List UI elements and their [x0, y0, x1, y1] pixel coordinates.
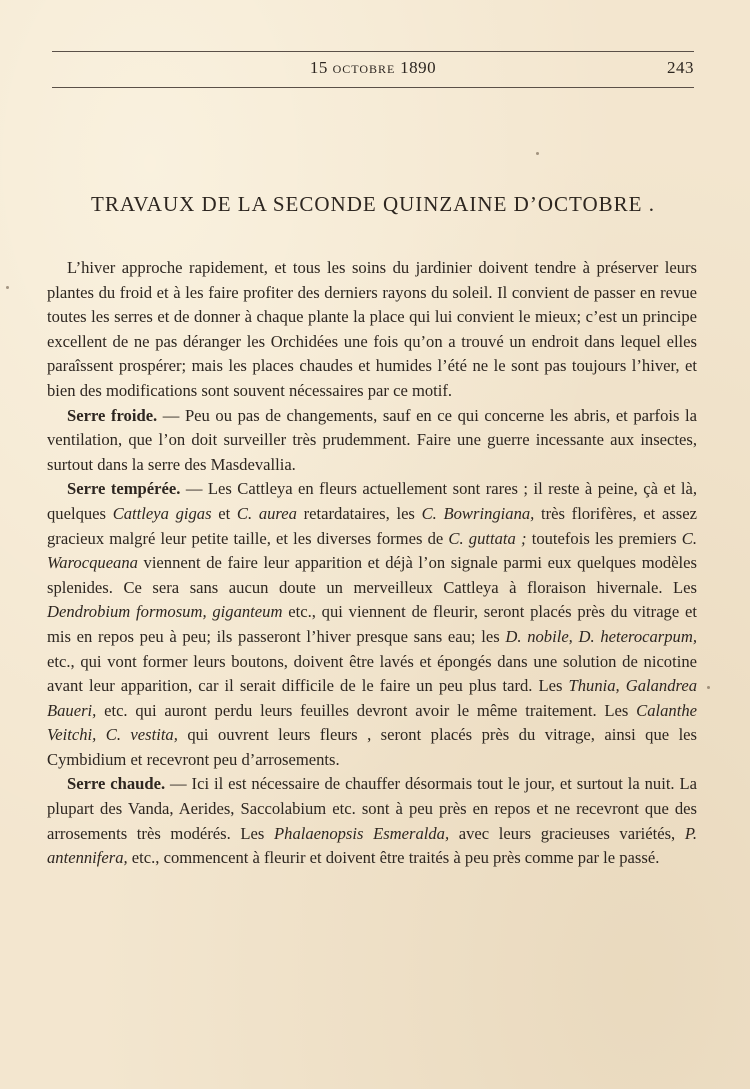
text-run: etc., qui viennent de fleurir, seront placés près du vitrage et mis en repos peu à peu; ils passeront l’hiver presque sans eau; les [47, 602, 697, 646]
species-name: C. Warocqueana [47, 528, 697, 573]
header-date-year: 1890 [400, 58, 437, 77]
section-heading-serre-temperee: Serre tempérée. [67, 479, 181, 499]
text-run: etc., commencent à fleurir et doivent être traités à peu près comme par le passé. [127, 848, 660, 868]
paragraph-serre-temperee [47, 477, 697, 772]
species-name: Thunia, Galandrea Baueri, [47, 676, 697, 720]
text-run: — Les Cattleya en fleurs actuellement sont rares ; il reste à peine, çà et là, quelques [47, 479, 698, 523]
species-name: Dendrobium formosum, giganteum [47, 602, 283, 622]
text-run: retardataires, les [296, 503, 422, 523]
text-run: très florifères, et assez gracieux malgré leur petite taille, et les diverses formes de [47, 503, 697, 548]
article-title: TRAVAUX DE LA SECONDE QUINZAINE D’OCTOBRE . [91, 192, 655, 216]
header-top-rule [52, 51, 694, 52]
paper-speck [707, 686, 710, 689]
text-run: toutefois les premiers [526, 528, 682, 548]
serre-froide-text: — Peu ou pas de changements, sauf en ce qui concerne les abris, et parfois la ventilation, que l’on doit surveiller très prudemment. Faire une guerre incessante aux insectes, surtout dans la serre des Masdevallia. [47, 405, 697, 474]
species-name: Cattleya gigas [112, 503, 212, 523]
paragraph-serre-chaude [47, 772, 697, 870]
running-head [52, 58, 694, 82]
header-bottom-rule [52, 87, 694, 88]
section-heading-serre-froide: Serre froide. [67, 405, 158, 425]
species-name: P. antennifera, [47, 823, 697, 868]
header-date [52, 58, 694, 78]
paragraph-serre-froide [47, 404, 697, 478]
species-name: Phalaenopsis Esmeralda, [274, 823, 450, 843]
species-name: C. Bowringiana, [421, 503, 535, 523]
species-name: D. nobile, D. heterocarpum, [505, 626, 697, 646]
text-run: — Ici il est nécessaire de chauffer désormais tout le jour, et surtout la nuit. La plupart des Vanda, Aerides, Saccolabium etc. sont à peu près en repos et ne recevront que des arrosements très modérés. Les [47, 774, 697, 843]
paper-speck [536, 152, 539, 155]
text-run: etc., qui vont former leurs boutons, doivent être lavés et épongés dans une solution de nicotine avant leur apparition, car il serait difficile de le faire un peu plus tard. Les [47, 651, 697, 696]
paragraph-intro: L’hiver approche rapidement, et tous les soins du jardinier doivent tendre à préserver leurs plantes du froid et à les faire profiter des derniers rayons du soleil. Il convient de passer en revue toutes les serres et de donner à chaque plante la place qui lui convient le mieux; c’est un principe excellent de ne pas déranger les Orchidées une fois qu’on a trouvé un endroit dans lequel elles paraîssent prospérer; mais les places chaudes et humides l’été ne le sont pas toujours l’hiver, et bien des modifications sont souvent nécessaires par ce motif. [47, 258, 697, 400]
text-run: avec leurs gracieuses variétés, [449, 823, 685, 843]
species-name: Calanthe Veitchi, C. vestita, [47, 700, 697, 745]
paper-speck [6, 286, 9, 289]
text-run: viennent de faire leur apparition et déjà l’on signale parmi eux quelques modèles splenides. Ce sera sans aucun doute un merveilleux Cattleya à floraison hivernale. Les [47, 553, 697, 597]
header-date-month: octobre [332, 58, 396, 77]
species-name: C. aurea [236, 503, 297, 523]
text-run: etc. qui auront perdu leurs feuilles devront avoir le même traitement. Les [96, 700, 637, 720]
section-heading-serre-chaude: Serre chaude. [67, 774, 166, 794]
article-body [47, 256, 697, 871]
header-date-day: 15 [309, 58, 328, 77]
text-run: qui ouvrent leurs fleurs , seront placés près du vitrage, ainsi que les Cymbidium et recevront peu d’arrosements. [47, 725, 698, 769]
species-name: C. guttata ; [448, 528, 527, 548]
page-number: 243 [667, 58, 694, 77]
text-run: et [211, 503, 237, 523]
